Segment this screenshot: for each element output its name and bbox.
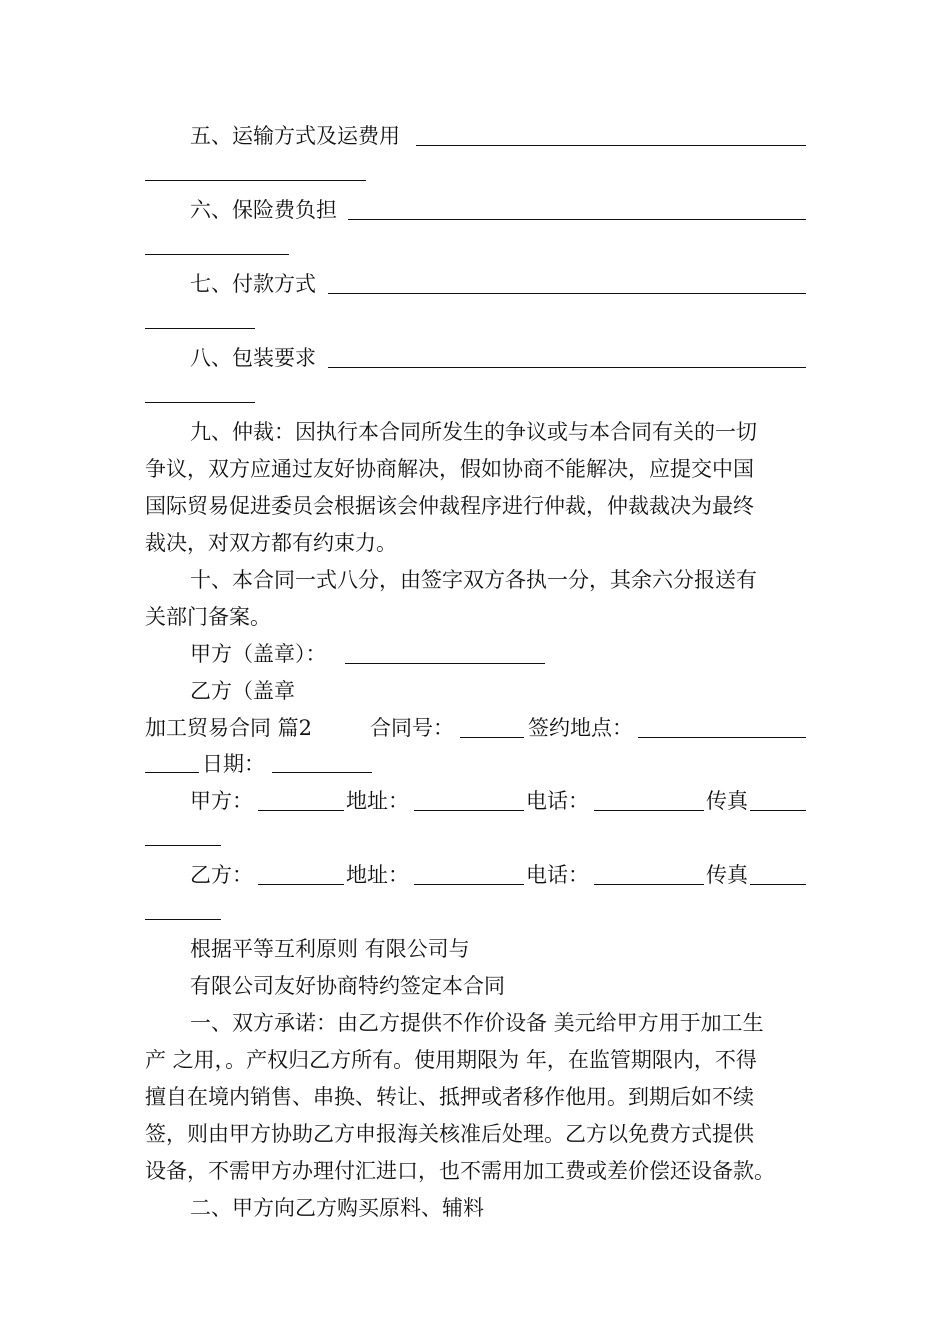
party-a-fax-label: 传真: [706, 789, 748, 813]
clause-1-line: 设备，不需甲方办理付汇进口，也不需用加工费或差价偿还设备款。: [145, 1159, 775, 1183]
contract-no-blank: [460, 737, 524, 738]
section-9-line: 裁决，对双方都有约束力。: [145, 531, 397, 555]
section-5-blank-cont: [145, 180, 366, 181]
party-b-fax-blank-cont: [145, 919, 221, 920]
party-a-fax-blank: [750, 810, 806, 811]
section-6-label: 六、保险费负担: [190, 198, 337, 222]
sign-place-blank: [638, 737, 806, 738]
clause-1-line: 产 之用，。产权归乙方所有。使用期限为 年，在监管期限内，不得: [145, 1048, 757, 1072]
party-a-name-blank: [258, 810, 344, 811]
party-a-phone-blank: [594, 810, 704, 811]
contract-2-title: 加工贸易合同 篇2: [145, 716, 313, 740]
party-b-seal-label: 乙方（盖章: [190, 679, 295, 703]
party-a-address-blank: [414, 810, 524, 811]
contract-no-label: 合同号：: [370, 716, 454, 740]
party-b-phone-label: 电话：: [526, 863, 589, 887]
section-5-blank: [416, 145, 806, 146]
intro-line: 根据平等互利原则 有限公司与: [190, 937, 470, 961]
party-a-address-label: 地址：: [346, 789, 409, 813]
section-9-line: 九、仲裁：因执行本合同所发生的争议或与本合同有关的一切: [190, 420, 757, 444]
sign-place-label: 签约地点：: [528, 716, 633, 740]
clause-1-line: 一、双方承诺：由乙方提供不作价设备 美元给甲方用于加工生: [190, 1011, 764, 1035]
clause-1-line: 擅自在境内销售、串换、转让、抵押或者移作他用。到期后如不续: [145, 1085, 754, 1109]
section-8-blank-cont: [145, 402, 255, 403]
party-b-fax-blank: [750, 884, 806, 885]
date-blank: [272, 772, 372, 773]
party-b-address-blank: [414, 884, 524, 885]
date-label: 日期：: [202, 752, 265, 776]
party-a-phone-label: 电话：: [526, 789, 589, 813]
intro-line: 有限公司友好协商特约签定本合同: [190, 974, 505, 998]
section-8-label: 八、包装要求: [190, 346, 316, 370]
section-9-line: 争议，双方应通过友好协商解决，假如协商不能解决，应提交中国: [145, 457, 754, 481]
section-9-line: 国际贸易促进委员会根据该会仲裁程序进行仲裁，仲裁裁决为最终: [145, 494, 754, 518]
party-b-name-blank: [258, 884, 344, 885]
party-b-label: 乙方：: [190, 863, 253, 887]
section-6-blank-cont: [145, 254, 289, 255]
party-b-phone-blank: [594, 884, 704, 885]
party-b-address-label: 地址：: [346, 863, 409, 887]
section-7-blank: [328, 293, 806, 294]
clause-1-line: 签，则由甲方协助乙方申报海关核准后处理。乙方以免费方式提供: [145, 1122, 754, 1146]
section-6-blank: [348, 219, 806, 220]
party-a-seal-blank: [345, 663, 545, 664]
clause-2-label: 二、甲方向乙方购买原料、辅料: [190, 1196, 484, 1220]
section-7-blank-cont: [145, 328, 255, 329]
section-5-label: 五、运输方式及运费用: [190, 124, 400, 148]
section-10-line: 关部门备案。: [145, 605, 271, 629]
party-b-fax-label: 传真: [706, 863, 748, 887]
section-8-blank: [328, 367, 806, 368]
sign-place-blank-cont: [145, 772, 199, 773]
party-a-label: 甲方：: [190, 789, 253, 813]
party-a-seal-label: 甲方（盖章）：: [190, 642, 327, 666]
party-a-fax-blank-cont: [145, 845, 221, 846]
section-7-label: 七、付款方式: [190, 272, 316, 296]
section-10-line: 十、本合同一式八分，由签字双方各执一分，其余六分报送有: [190, 568, 757, 592]
